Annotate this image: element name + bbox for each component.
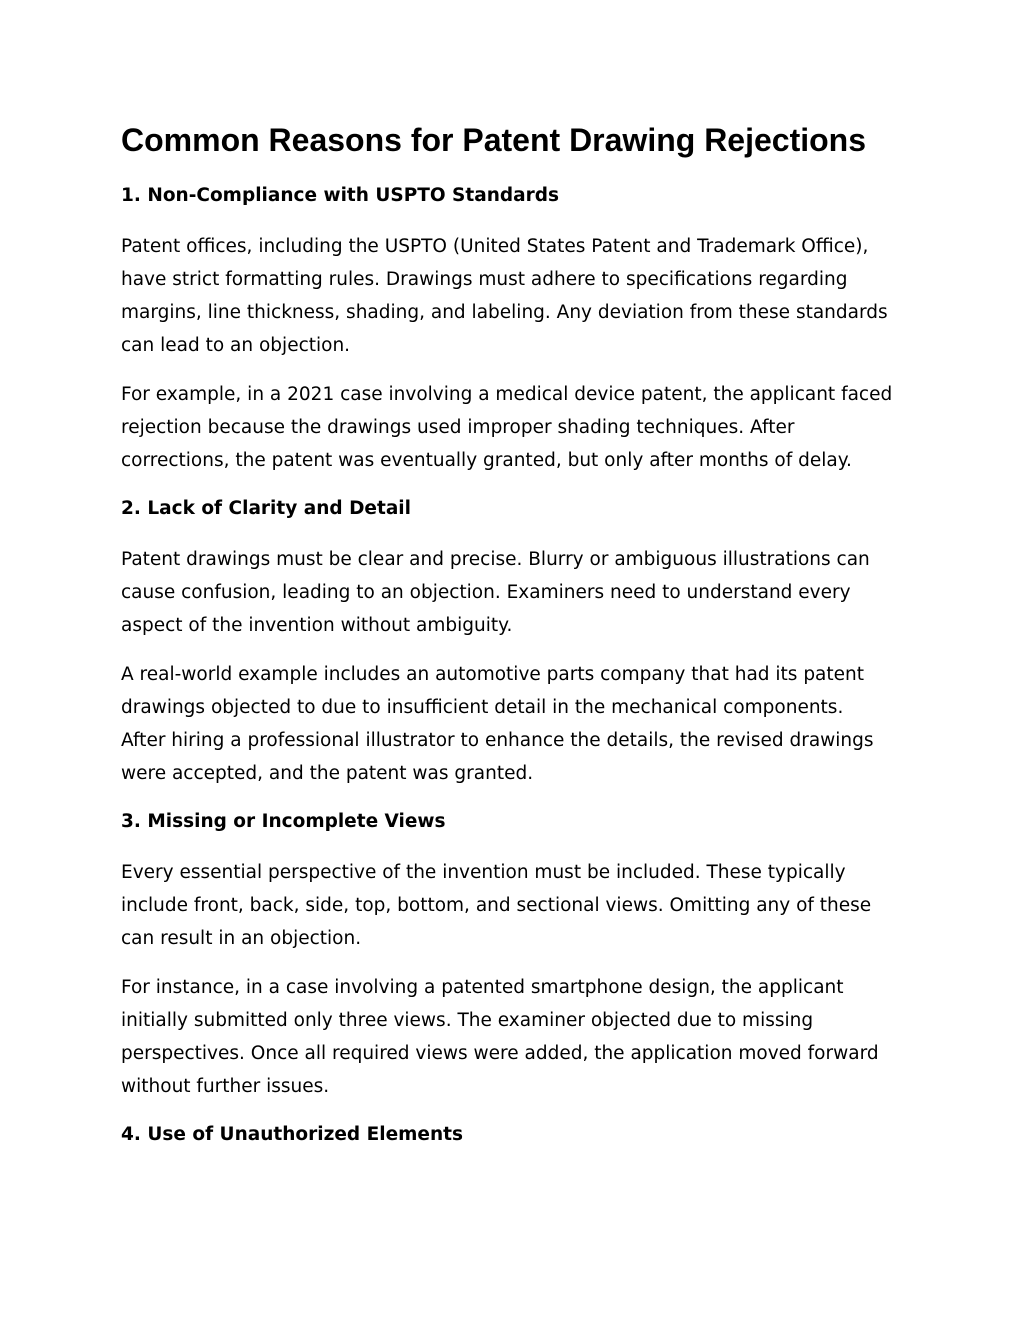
text-line: have strict formatting rules. Drawings must adhere to specifications regarding [121, 269, 848, 290]
text-line: corrections, the patent was eventually granted, but only after months of delay. [121, 450, 852, 471]
text-line: After hiring a professional illustrator to enhance the details, the revised drawings [121, 730, 874, 751]
text-line: initially submitted only three views. The examiner objected due to missing [121, 1010, 814, 1031]
text-line: include front, back, side, top, bottom, and sectional views. Omitting any of these [121, 895, 872, 916]
section-1-paragraph-2 [121, 378, 906, 477]
section-1-paragraph-1 [121, 230, 906, 362]
section-2-paragraph-2 [121, 658, 906, 790]
section-heading-1: 1. Non-Compliance with USPTO Standards [121, 185, 559, 206]
text-line: For example, in a 2021 case involving a medical device patent, the applicant faced [121, 384, 893, 405]
text-line: Patent drawings must be clear and precise. Blurry or ambiguous illustrations can [121, 549, 870, 570]
text-line: perspectives. Once all required views were added, the application moved forward [121, 1043, 879, 1064]
text-line: For instance, in a case involving a patented smartphone design, the applicant [121, 977, 844, 998]
section-heading-3: 3. Missing or Incomplete Views [121, 811, 446, 832]
text-line: A real-world example includes an automotive parts company that had its patent [121, 664, 865, 685]
text-line: without further issues. [121, 1076, 330, 1097]
text-line: can lead to an objection. [121, 335, 351, 356]
text-line: margins, line thickness, shading, and labeling. Any deviation from these standards [121, 302, 888, 323]
text-line: were accepted, and the patent was granted. [121, 763, 534, 784]
document-title: Common Reasons for Patent Drawing Rejections [121, 122, 867, 158]
section-heading-2: 2. Lack of Clarity and Detail [121, 498, 411, 519]
text-line: rejection because the drawings used improper shading techniques. After [121, 417, 795, 438]
text-line: cause confusion, leading to an objection. Examiners need to understand every [121, 582, 851, 603]
text-line: can result in an objection. [121, 928, 362, 949]
text-line: drawings objected to due to insufficient detail in the mechanical components. [121, 697, 844, 718]
section-2-paragraph-1 [121, 543, 906, 642]
text-line: Every essential perspective of the invention must be included. These typically [121, 862, 846, 883]
text-line: aspect of the invention without ambiguity. [121, 615, 513, 636]
section-3-paragraph-2 [121, 971, 906, 1103]
section-heading-4: 4. Use of Unauthorized Elements [121, 1124, 463, 1145]
text-line: Patent offices, including the USPTO (United States Patent and Trademark Office), [121, 236, 869, 257]
section-3-paragraph-1 [121, 856, 906, 955]
